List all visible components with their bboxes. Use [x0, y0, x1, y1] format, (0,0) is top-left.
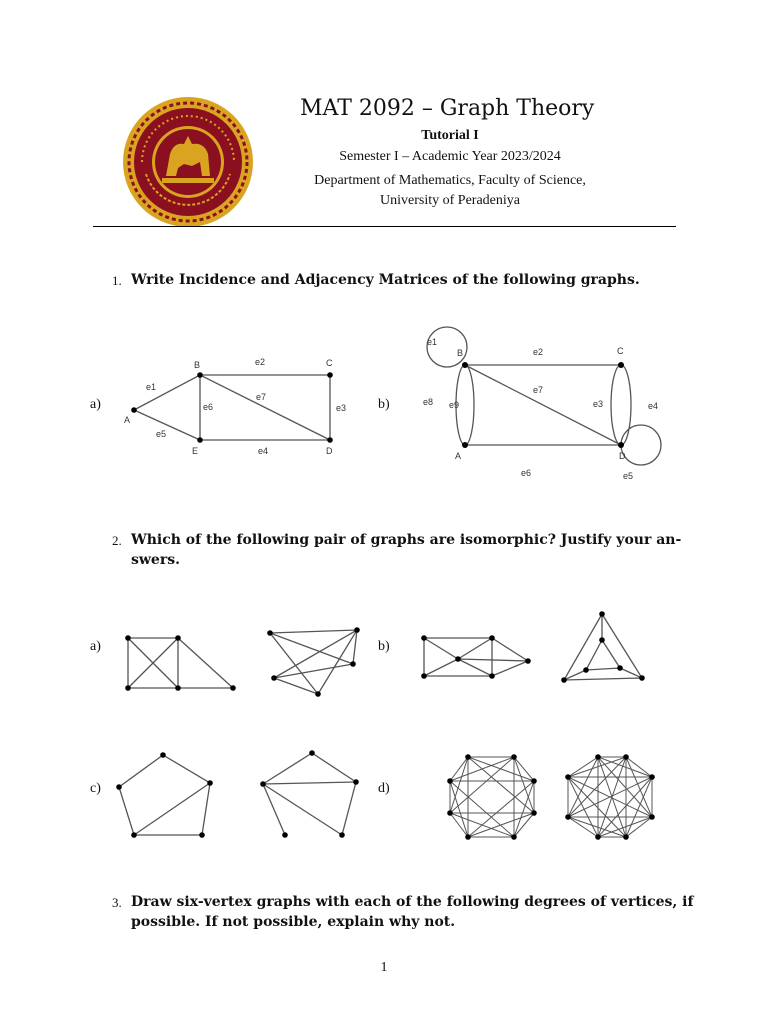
- edge-line: [450, 781, 514, 837]
- question-2-text-line2: swers.: [131, 552, 180, 568]
- vertex-dot: [465, 834, 471, 840]
- vertex-dot: [465, 754, 471, 760]
- vertex-dot: [565, 774, 571, 780]
- q2-part-c-label: c): [90, 781, 101, 796]
- q1b-vertex-d: D: [619, 451, 626, 461]
- tutorial-label: Tutorial I: [421, 128, 479, 143]
- vertex-dot: [623, 834, 629, 840]
- vertex-dot: [565, 814, 571, 820]
- vertex-dot: [595, 754, 601, 760]
- q1a-edge-e4: e4: [258, 446, 269, 456]
- edge-line: [598, 757, 652, 817]
- vertex-dot: [531, 778, 537, 784]
- question-2-text-line1: Which of the following pair of graphs are isomorphic? Justify your an-: [131, 532, 682, 548]
- q1a-edge-e7: e7: [256, 392, 267, 402]
- vertex-dot: [649, 814, 655, 820]
- q2d-left-graph: [438, 745, 548, 845]
- q2c-left-graph: [110, 745, 225, 845]
- page-number: 1: [380, 960, 388, 975]
- university-line: University of Peradeniya: [380, 193, 520, 208]
- q1b-edge-e7: e7: [533, 385, 544, 395]
- q1b-edge-e9: e9: [449, 400, 460, 410]
- edge-line: [568, 777, 626, 837]
- q1a-edge-e6: e6: [203, 402, 214, 412]
- q1-part-b-label: b): [378, 397, 390, 412]
- vertex-dot: [623, 754, 629, 760]
- question-1-text: Write Incidence and Adjacency Matrices of the following graphs.: [131, 272, 640, 288]
- q1b-vertex-a: A: [455, 451, 462, 461]
- vertex-dot: [531, 810, 537, 816]
- q2b-left-graph: [418, 630, 538, 685]
- question-3-text-line1: Draw six-vertex graphs with each of the following degrees of vertices, if: [131, 894, 694, 910]
- q1a-vertex-c: C: [326, 358, 333, 368]
- department-line: Department of Mathematics, Faculty of Science,: [314, 173, 586, 188]
- q1b-edge-e5: e5: [623, 471, 634, 481]
- university-seal-logo: [122, 96, 254, 228]
- q1b-edge-e3: e3: [593, 399, 604, 409]
- q1b-edge-e8: e8: [423, 397, 434, 407]
- q1-graph-b: [415, 325, 695, 485]
- q1a-vertex-a: A: [124, 415, 131, 425]
- q1-graph-a: [110, 350, 360, 460]
- q1a-vertex-d: D: [326, 446, 333, 456]
- q2c-right-graph: [250, 742, 365, 842]
- q1a-vertex-e: E: [192, 446, 199, 456]
- question-3-number: 3.: [112, 895, 122, 910]
- q2d-right-graph: [556, 745, 666, 845]
- edge-line: [568, 757, 626, 817]
- q1a-edge-e1: e1: [146, 382, 157, 392]
- vertex-dot: [595, 834, 601, 840]
- q2-part-d-label: d): [378, 781, 390, 796]
- vertex-dot: [447, 778, 453, 784]
- q1b-vertex-b: B: [457, 348, 464, 358]
- q2-part-a-label: a): [90, 639, 101, 654]
- edge-line: [598, 777, 652, 837]
- header-divider: [93, 226, 676, 227]
- vertex-dot: [511, 754, 517, 760]
- q1b-edge-e6: e6: [521, 468, 532, 478]
- question-1-number: 1.: [112, 273, 122, 288]
- q2a-left-graph: [118, 625, 243, 695]
- q2b-right-graph: [556, 606, 652, 686]
- semester-line: Semester I – Academic Year 2023/2024: [339, 149, 561, 164]
- vertex-dot: [511, 834, 517, 840]
- q1a-edge-e3: e3: [336, 403, 347, 413]
- q1b-edge-e4: e4: [648, 401, 659, 411]
- vertex-dot: [649, 774, 655, 780]
- edge-line: [450, 757, 514, 813]
- q2-part-b-label: b): [378, 639, 390, 654]
- course-title: MAT 2092 – Graph Theory: [300, 96, 595, 121]
- q1b-edge-e2: e2: [533, 347, 544, 357]
- vertex-dot: [447, 810, 453, 816]
- q2a-right-graph: [260, 620, 370, 700]
- question-3-text-line2: possible. If not possible, explain why not.: [131, 914, 456, 930]
- q1a-edge-e5: e5: [156, 429, 167, 439]
- q1a-vertex-b: B: [194, 360, 201, 370]
- q1a-edge-e2: e2: [255, 357, 266, 367]
- q1b-edge-e1: e1: [427, 337, 438, 347]
- question-2-number: 2.: [112, 533, 122, 548]
- q1b-vertex-c: C: [617, 346, 624, 356]
- q1-part-a-label: a): [90, 397, 101, 412]
